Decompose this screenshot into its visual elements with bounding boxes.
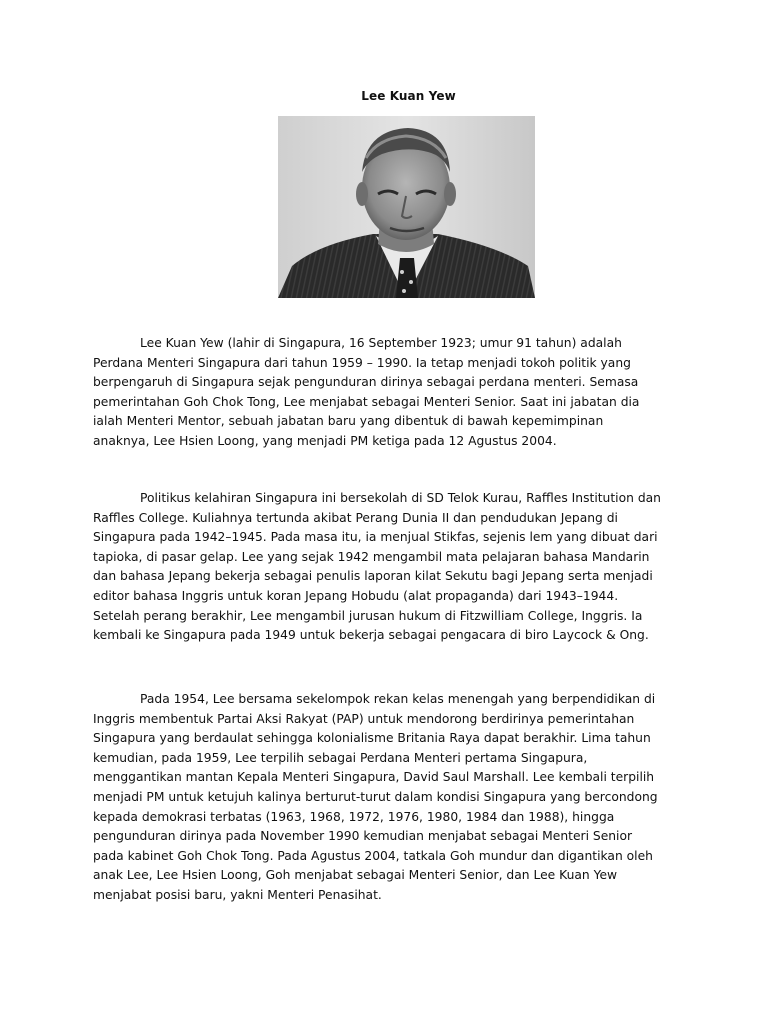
paragraph-line: kepada demokrasi terbatas (1963, 1968, 1972, 1976, 1980, 1984 dan 1988), hingga	[93, 809, 615, 824]
paragraph-line: Lee Kuan Yew (lahir di Singapura, 16 September 1923; umur 91 tahun) adalah	[140, 336, 622, 350]
paragraph-3	[93, 690, 683, 906]
paragraph-line: Politikus kelahiran Singapura ini bersekolah di SD Telok Kurau, Raffles Institution dan	[140, 491, 661, 505]
paragraph-line: kembali ke Singapura pada 1949 untuk bekerja sebagai pengacara di biro Laycock & Ong.	[93, 628, 649, 643]
paragraph-line: dan bahasa Jepang bekerja sebagai penulis laporan kilat Sekutu bagi Jepang serta menjadi	[93, 569, 653, 584]
document-title: Lee Kuan Yew	[361, 89, 456, 103]
paragraph-2	[93, 489, 683, 646]
paragraph-line: anak Lee, Lee Hsien Loong, Goh menjabat sebagai Menteri Senior, dan Lee Kuan Yew	[93, 868, 618, 883]
paragraph-line: pemerintahan Goh Chok Tong, Lee menjabat sebagai Menteri Senior. Saat ini jabatan dia	[93, 394, 640, 409]
paragraph-line: pengunduran dirinya pada November 1990 kemudian menjabat sebagai Menteri Senior	[93, 829, 633, 844]
paragraph-line: menggantikan mantan Kepala Menteri Singapura, David Saul Marshall. Lee kembali terpilih	[93, 770, 655, 785]
paragraph-line: pada kabinet Goh Chok Tong. Pada Agustus 2004, tatkala Goh mundur dan digantikan oleh	[93, 848, 653, 863]
paragraph-line: ialah Menteri Mentor, sebuah jabatan baru yang dibentuk di bawah kepemimpinan	[93, 414, 604, 429]
paragraph-line: Setelah perang berakhir, Lee mengambil jurusan hukum di Fitzwilliam College, Inggris. Ia	[93, 608, 643, 623]
paragraph-line: menjabat posisi baru, yakni Menteri Penasihat.	[93, 887, 382, 902]
paragraph-line: Raffles College. Kuliahnya tertunda akibat Perang Dunia II dan pendudukan Jepang di	[93, 510, 618, 525]
paragraph-line: Inggris membentuk Partai Aksi Rakyat (PAP) untuk mendorong berdirinya pemerintahan	[93, 711, 635, 726]
paragraph-line: menjadi PM untuk ketujuh kalinya berturut-turut dalam kondisi Singapura yang bercondong	[93, 789, 658, 804]
paragraph-line: Perdana Menteri Singapura dari tahun 1959 – 1990. Ia tetap menjadi tokoh politik yang	[93, 355, 631, 370]
paragraph-line: berpengaruh di Singapura sejak pengunduran dirinya sebagai perdana menteri. Semasa	[93, 375, 639, 390]
paragraph-line: editor bahasa Inggris untuk koran Jepang Hobudu (alat propaganda) dari 1943–1944.	[93, 588, 619, 603]
paragraph-line: tapioka, di pasar gelap. Lee yang sejak 1942 mengambil mata pelajaran bahasa Mandarin	[93, 549, 650, 564]
paragraph-line: Singapura pada 1942–1945. Pada masa itu, ia menjual Stikfas, sejenis lem yang dibuat dari	[93, 530, 658, 545]
paragraph-1	[93, 334, 683, 452]
paragraph-line: Pada 1954, Lee bersama sekelompok rekan kelas menengah yang berpendidikan di	[140, 692, 656, 706]
paragraph-line: kemudian, pada 1959, Lee terpilih sebagai Perdana Menteri pertama Singapura,	[93, 750, 588, 765]
portrait-photo	[278, 116, 535, 298]
paragraph-line: Singapura yang berdaulat sehingga kolonialisme Britania Raya dapat berakhir. Lima tahun	[93, 731, 651, 746]
paragraph-line: anaknya, Lee Hsien Loong, yang menjadi PM ketiga pada 12 Agustus 2004.	[93, 433, 557, 448]
